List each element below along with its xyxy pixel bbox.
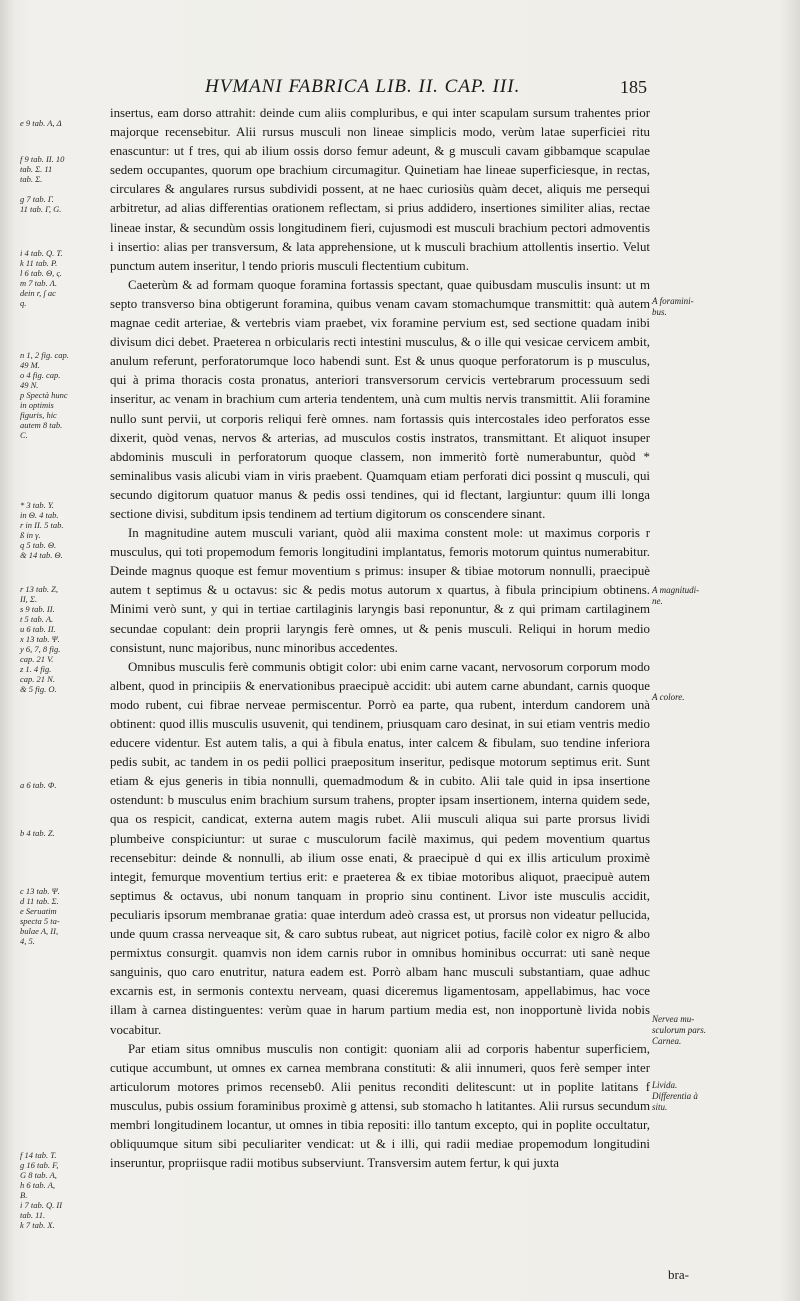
margin-note: n 1, 2 fig. cap. 49 M. o 4 fig. cap. 49 N. p Spectà hunc in optimis figuris, hic autem 8 tab. C.	[20, 350, 69, 440]
running-header: HVMANI FABRICA LIB. II. CAP. III.	[205, 76, 521, 97]
margin-note: Nervea mu- sculorum pars. Carnea.	[652, 1014, 707, 1046]
paragraph: Par etiam situs omnibus musculis non contigit: quoniam alii ad corporis habentur superficiem, cutique accumbunt, ut omnes ex carnea membrana constituti: & alii innumeri, quos ferè semper inter articulorum motores primos recenseb0. Alii penitus reconditi delitescunt: ut in poplite latitans f musculus, pubis ossium foraminibus proximè g attensi, sub stomacho h latitantes. Alii rursus secundum membri longitudinem locantur, ut omnes in tibia repositi: illo tantum excepto, qui in poplite occultatur, obliquumque situm sibi peculiariter vendicat: ut & i illi, qui radii mediae propemodum longitudini inseruntur, propriisque radii motibus subserviunt. Transversim autem fertur, k qui juxta	[110, 1041, 650, 1171]
margin-note: A colore.	[652, 692, 685, 702]
margin-note: b 4 tab. Z.	[20, 828, 55, 838]
margin-note: g 7 tab. Γ. 11 tab. Γ, G.	[20, 194, 62, 214]
margin-note: c 13 tab. Ψ. d 11 tab. Σ. e Seruatim specta 5 ta- bulae A, II, 4, 5.	[20, 886, 60, 946]
margin-note: r 13 tab. Z, II, Σ. s 9 tab. II. t 5 tab. A. u 6 tab. II. x 13 tab. Ψ. y 6, 7, 8 fig. cap. 21 V. z 1. 4 fig. cap. 21 N. & 5 fig. O.	[20, 584, 61, 694]
margin-note: A foramini- bus.	[652, 296, 694, 317]
catchword: bra-	[668, 1267, 689, 1282]
margin-note: A magnitudi- ne.	[652, 585, 700, 606]
margin-note: f 9 tab. II. 10 tab. Σ. 11 tab. Σ.	[20, 154, 65, 184]
margin-note: Livida. Differentia à situ.	[652, 1080, 698, 1112]
main-text	[110, 104, 650, 1173]
margin-note: * 3 tab. Y. in Θ. 4 tab. r in II. 5 tab. ß in γ. q 5 tab. Θ. & 14 tab. Θ.	[20, 500, 64, 560]
page-number: 185	[620, 77, 647, 97]
paragraph: insertus, eam dorso attrahit: deinde cum aliis compluribus, e qui inter scapulam sursum trahentes prior majorque recensebitur. Alii rursus musculi non lineae simplicis modo, verùm latae superficiei ritu enascuntur: ut f tres, qui ab ilium ossis dorso femur adeunt, & g musculi cavam gibbamque scapulae sedem occupantes, quorum ope brachium circumagitur. Quinetiam hae lineae superficiesque, in rectas, circulares & angulares rursus subdividi possent, at ne haec curiosiùs quàm decet, aliquis me persequi arbitretur, ad alias differentias orationem reflectam, si prius addidero, insertiones similiter alias, rectae lineae instar, & secundùm ossis longitudinem fieri, cujusmodi est musculi brachium pectori admoventis i insertio: alias per transversum, & lata apprehensione, ut k musculi brachium attollentis insertio. Velut punctum autem inseritur, l tendo prioris musculi flectentium cubitum.	[110, 106, 650, 273]
margin-note: i 4 tab. Q. T. k 11 tab. P. l 6 tab. Θ, ς. m 7 tab. Λ. dein r, ſ ac q.	[20, 248, 63, 308]
margin-note: a 6 tab. Φ.	[20, 780, 57, 790]
paragraph: Omnibus musculis ferè communis obtigit color: ubi enim carne vacant, nervosorum corporum modo albent, quod in principiis & enervationibus praecipuè accidit: ubi autem carne abundant, carnis quoque modo rubent, cui fibrae nerveae permiscentur. Porrò ea parte, qua rubent, interdum candorem unà obtinent: quod illis musculis usuvenit, qui tendinem, priusquam caro desinat, in sui etiam ventris medio educere videntur. Est autem talis, a qui à fibula enatus, inter calcem & fibulam, suo tendine inferiora pedis subit, ac tandem in os pedii pollici praepositum inseritur, pedisque motorum septimus erit. Sunt etiam & ejus generis in tibia nonnulli, quemadmodum & in cubito. Alii tale quid in ipsa insertione ostendunt: b musculus enim brachium sursum trahens, propter ipsam insertionem, interna quidem sede, qua os respicit, candicat, externa autem magis rubet. Alii musculi aliqua sui parte prorsus lividi plumbeive conspiciuntur: ut surae c musculorum facilè maximus, qui pedem moventium quartus recensebitur: deinde & nonnulli, ab ilium osse enati, & praecipuè d qui ex illis articulum proximè integit, femurque moventium tertius erit: e praeterea & ex tibiae motoribus aliquot, praecipuè autem septimus & octavus, ubi nonum tanquam in proprio sinu continent. Livor iste musculis accidit, peculiaris ipsorum membranae gratia: quae interdum adeò crassa est, ut prorsus non videatur pellucida, unde quum crassa nerveaque sit, & caro subtus rubeat, aut nigricet potius, facilè color ex nigro & albo permixtus consurgit. quamvis non idem carnis rubor in omnibus hominibus occurrat: uti sanè neque sanguinis, quo caro enutritur, natura eadem est. Porrò albam hanc musculi substantiam, quae adhuc excarnis est, in sermonis contextu nerveam, quasi diceremus ligamentosam, appellabimus, hac voce illam à carnea distinguentes: verùm quae in harum partium media est, non inopportunè livida nobis vocabitur.	[110, 659, 650, 1037]
margin-note: e 9 tab. A, Δ	[20, 118, 62, 128]
margin-note: f 14 tab. T. g 16 tab. F, G 8 tab. A, h 6 tab. A, B. i 7 tab. Q. II tab. 11. k 7 tab. X.	[20, 1150, 63, 1230]
paragraph: In magnitudine autem musculi variant, quòd alii maxima constent mole: ut maximus corporis r musculus, qui toti propemodum femoris longitudini implantatus, femoris motorum quintus numerabitur. Deinde magnus quoque est femur moventium s primus: insuper & tibiae motorum nonnulli, praecipuè autem t septimus & u octavus: sic & pedis motus autorum x quartus, à fibula principium obtinens. Minimi verò sunt, y qui in tertiae cartilaginis laryngis basi reponuntur, & z qui primam cartilaginem secundae copulant: dein proprii laryngis ferè omnes, ut & penis musculi. Reliqui in horum medio consistunt, nunc majoribus, nunc minoribus accedentes.	[110, 526, 650, 655]
paragraph: Caeterùm & ad formam quoque foramina fortassis spectant, quae quibusdam musculis insunt: ut m septo transverso bina obtigerunt foramina, quibus venam cavam stomachumque transmittit: quà autem magnae cedit arteriae, & vertebris viam praebet, vix foramine pervium est, sed sectione quadam inibi divisum dici debet. Praeterea n orbicularis recti intestini musculus, & o ille qui vesicae cervicem ambit, anulum referunt, perforatorumque loco habendi sunt. Est & unus quoque perforatorum is p musculus, qui à prima thoracis costa pronatus, anteriori transversorum cervicis vertebrarum processuum sedi inseritur, ac venam in brachium cum arteria tendentem, unà cum multis nervis transmittit. Alii foramine nullo sunt pervii, ut corporis reliqui ferè omnes. nam fortassis quis intercostales ideo perforatos esse dixerit, quòd venas, nervos & arterias, ad musculos costis instratos, transmittant. Et aliquot insuper abdominis musculi in perforatorum quoque classem, non immeritò fortè numerabuntur, quòd * seminalibus vasis alicubi viam in viris praebent. Quamquam etiam perforati dici possint q musculi, qui secundo digitorum quatuor manus & pedis ossi tendines, qui id flectant, largiuntur: quum illi longa sectione divisi, subditum ipsis tendinem ad tertium digitorum os conscendere sinant.	[110, 277, 650, 521]
